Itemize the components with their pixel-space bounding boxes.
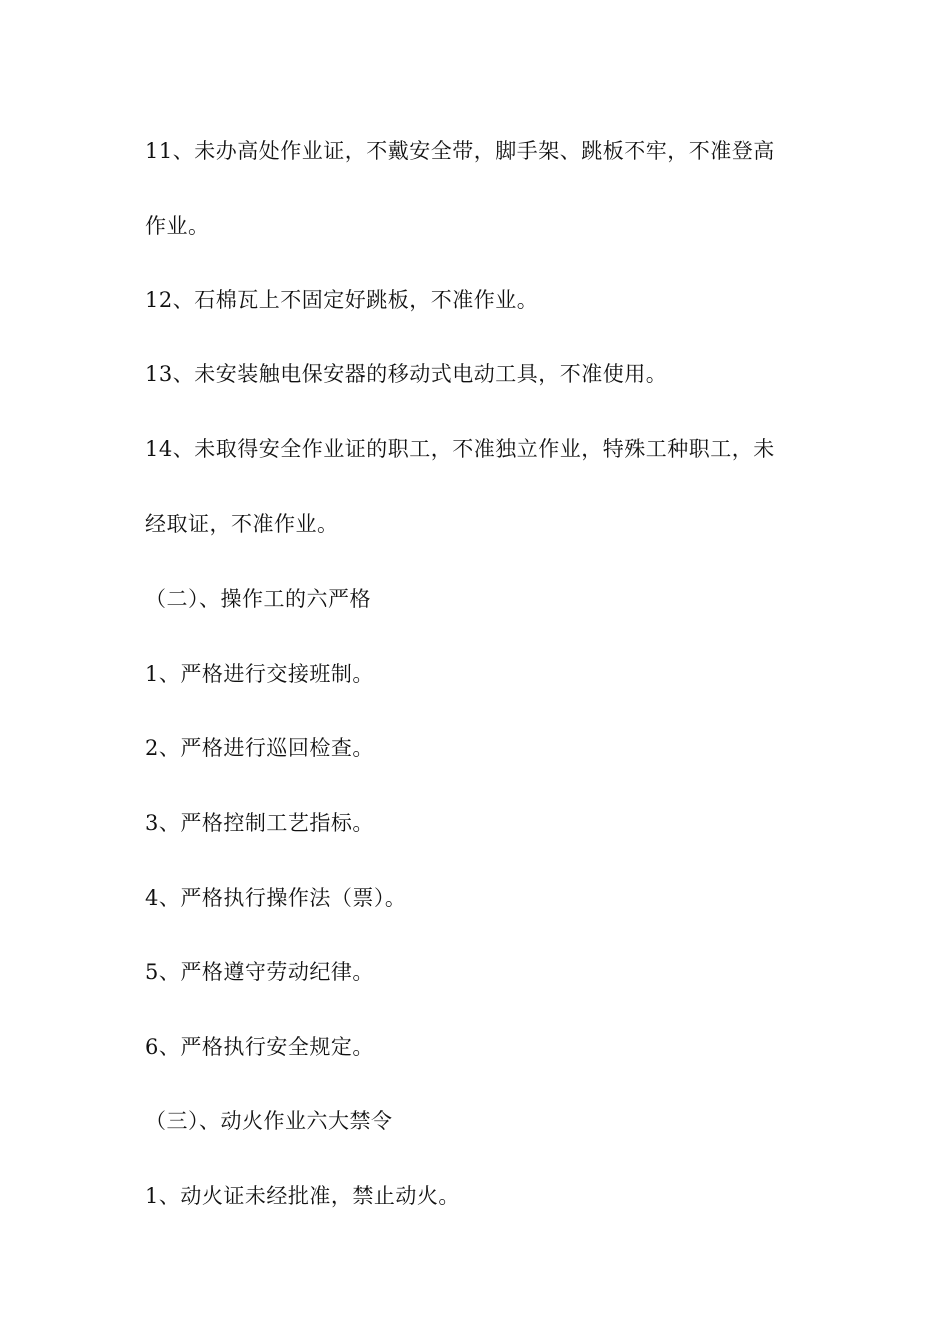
fire-ban-item-1: 1、动火证未经批准，禁止动火。 [145, 1184, 460, 1208]
rule-11-line-2: 作业。 [145, 214, 210, 238]
section-heading-3: （三）、动火作业六大禁令 [145, 1109, 393, 1133]
strict-item-3: 3、严格控制工艺指标。 [145, 811, 374, 835]
rule-13: 13、未安装触电保安器的移动式电动工具，不准使用。 [145, 362, 668, 386]
rule-11-line-1: 11、未办高处作业证，不戴安全带，脚手架、跳板不牢，不准登高 [145, 139, 775, 163]
strict-item-1: 1、严格进行交接班制。 [145, 662, 374, 686]
strict-item-5: 5、严格遵守劳动纪律。 [145, 960, 374, 984]
strict-item-2: 2、严格进行巡回检查。 [145, 736, 374, 760]
strict-item-6: 6、严格执行安全规定。 [145, 1035, 374, 1059]
strict-item-4: 4、严格执行操作法（票）。 [145, 886, 407, 910]
rule-14-line-2: 经取证，不准作业。 [145, 512, 339, 536]
section-heading-2: （二）、操作工的六严格 [145, 587, 371, 611]
rule-12: 12、石棉瓦上不固定好跳板，不准作业。 [145, 288, 539, 312]
rule-14-line-1: 14、未取得安全作业证的职工，不准独立作业，特殊工种职工，未 [145, 437, 775, 461]
